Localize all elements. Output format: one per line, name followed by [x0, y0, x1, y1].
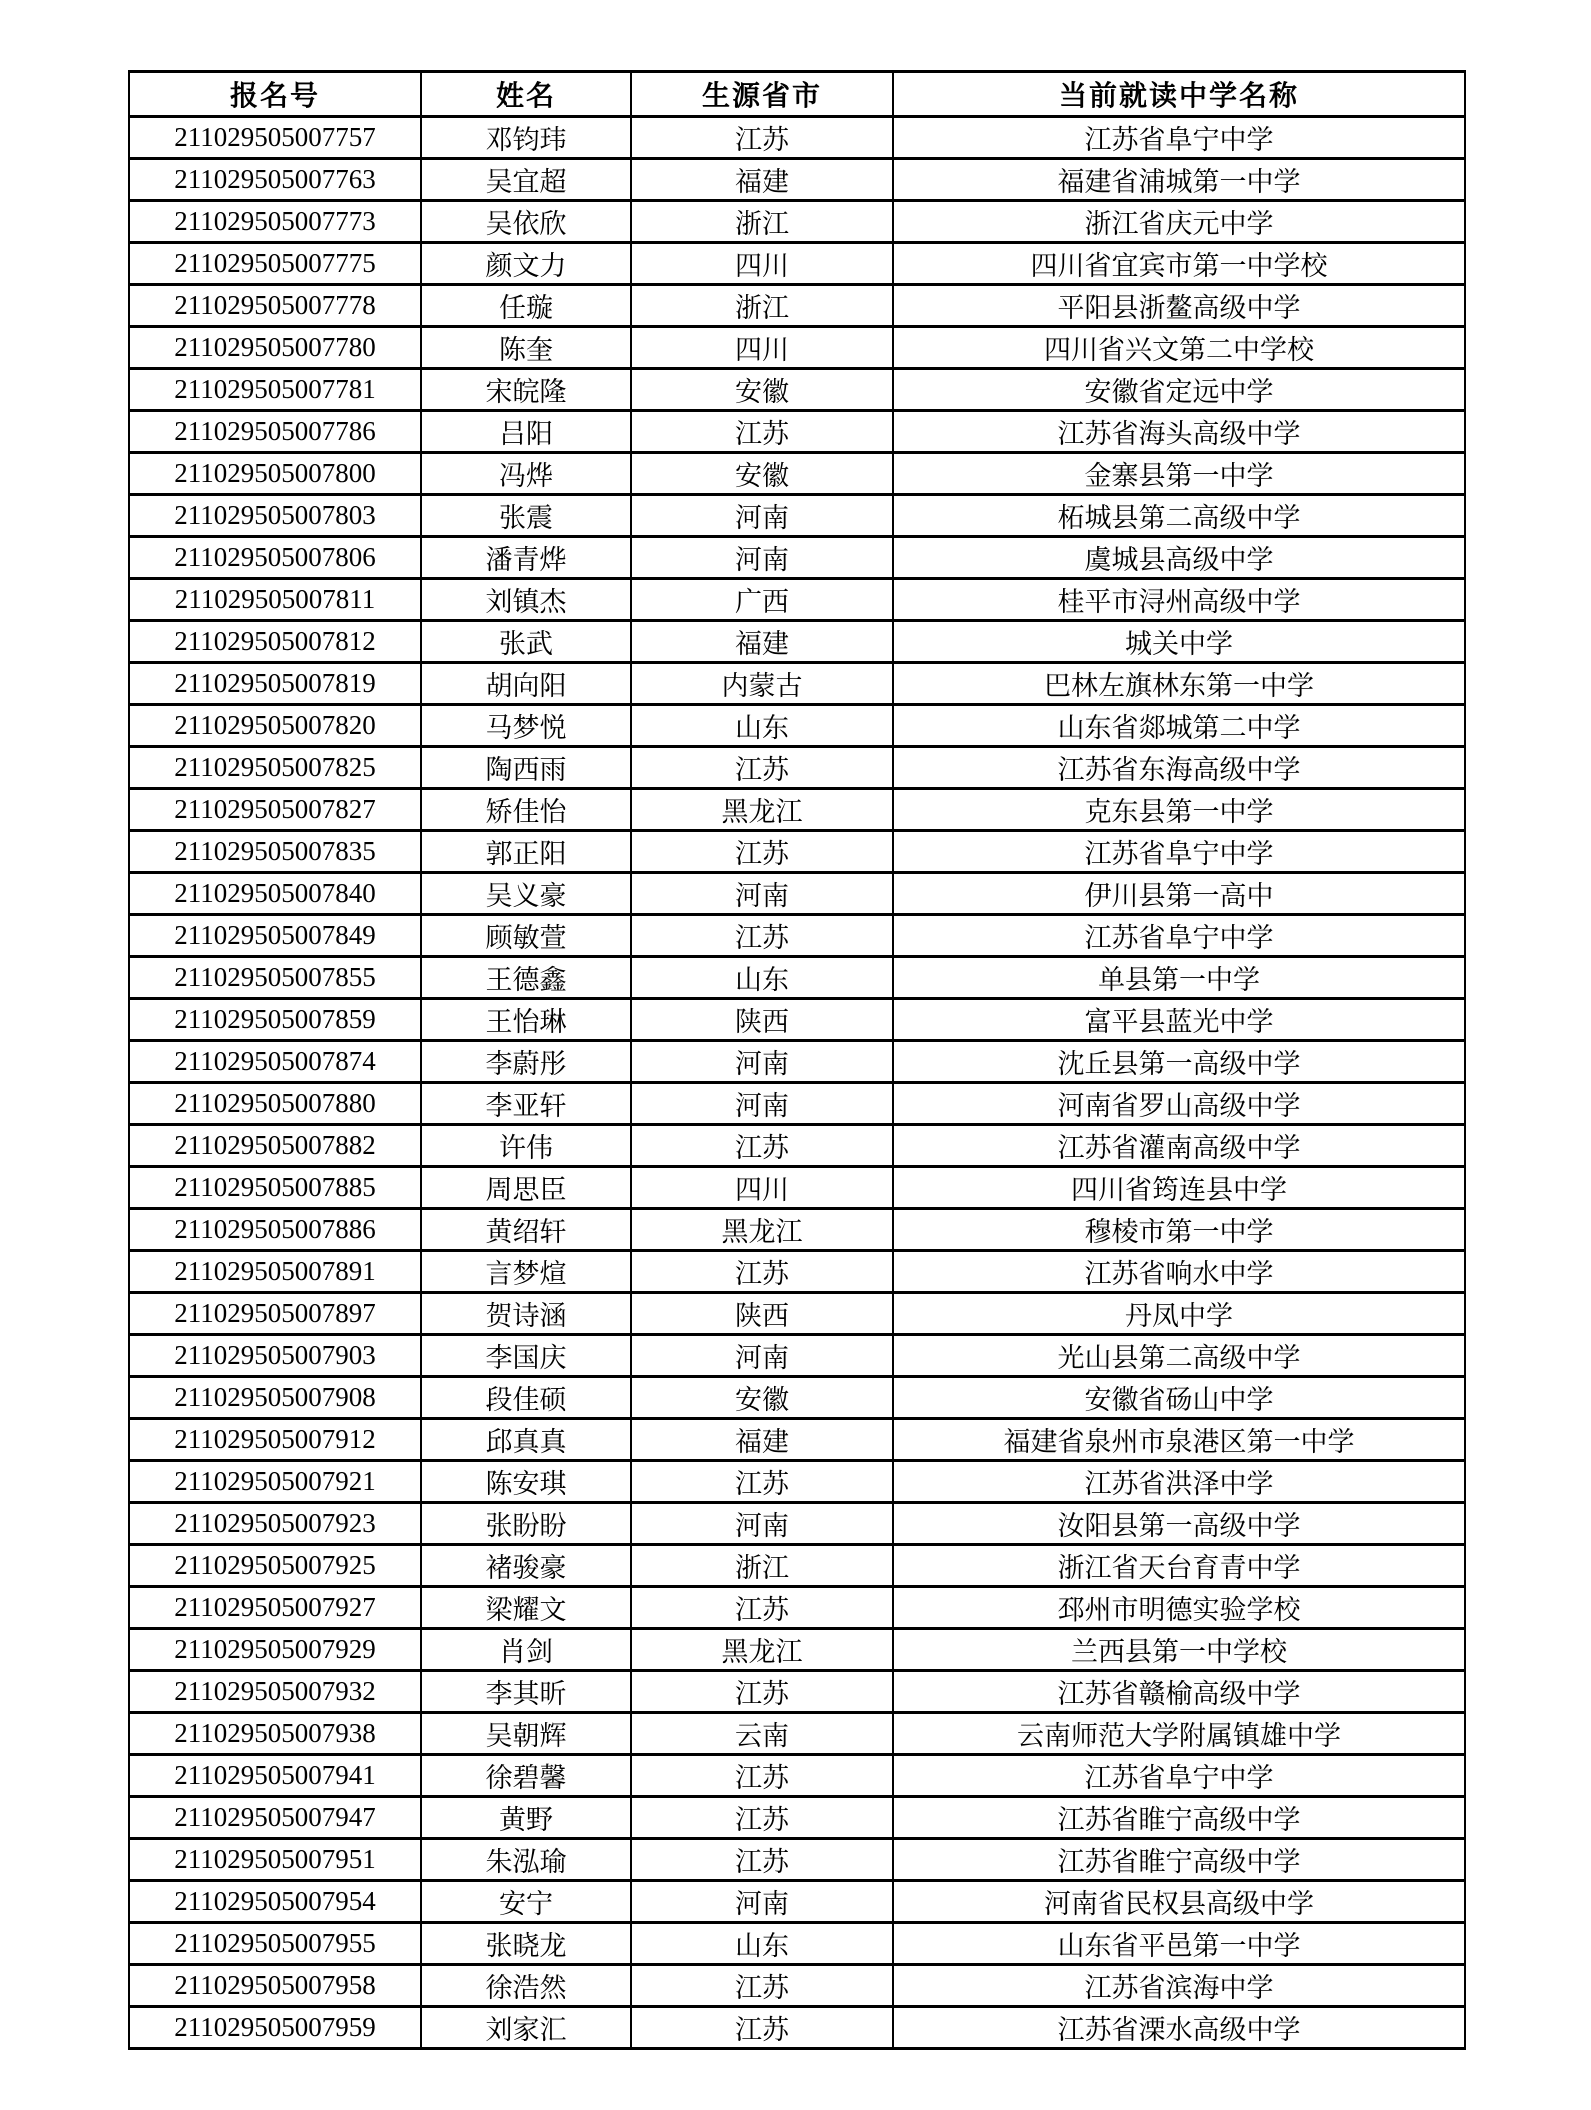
school-cell: 安徽省定远中学 — [893, 369, 1465, 411]
province-cell: 福建 — [631, 159, 893, 201]
table-row — [129, 873, 1465, 915]
registration-number-cell: 211029505007932 — [129, 1671, 421, 1713]
registration-number-cell: 211029505007925 — [129, 1545, 421, 1587]
table-row — [129, 495, 1465, 537]
name-cell: 张武 — [421, 621, 631, 663]
name-cell: 言梦煊 — [421, 1251, 631, 1293]
registration-number-cell: 211029505007929 — [129, 1629, 421, 1671]
province-cell: 浙江 — [631, 285, 893, 327]
school-cell: 山东省平邑第一中学 — [893, 1923, 1465, 1965]
name-cell: 李其昕 — [421, 1671, 631, 1713]
name-cell: 胡向阳 — [421, 663, 631, 705]
province-cell: 河南 — [631, 495, 893, 537]
table-row — [129, 201, 1465, 243]
table-row — [129, 1041, 1465, 1083]
registration-number-cell: 211029505007891 — [129, 1251, 421, 1293]
name-cell: 褚骏豪 — [421, 1545, 631, 1587]
table-row — [129, 1587, 1465, 1629]
table-row — [129, 1503, 1465, 1545]
registration-number-cell: 211029505007803 — [129, 495, 421, 537]
province-cell: 四川 — [631, 1167, 893, 1209]
registration-number-cell: 211029505007886 — [129, 1209, 421, 1251]
school-cell: 安徽省砀山中学 — [893, 1377, 1465, 1419]
province-cell: 安徽 — [631, 369, 893, 411]
registration-number-cell: 211029505007874 — [129, 1041, 421, 1083]
table-row — [129, 1209, 1465, 1251]
school-cell: 江苏省滨海中学 — [893, 1965, 1465, 2007]
table-row — [129, 1713, 1465, 1755]
school-cell: 江苏省阜宁中学 — [893, 831, 1465, 873]
school-cell: 河南省罗山高级中学 — [893, 1083, 1465, 1125]
table-row — [129, 1335, 1465, 1377]
school-cell: 浙江省庆元中学 — [893, 201, 1465, 243]
name-cell: 李亚轩 — [421, 1083, 631, 1125]
school-cell: 浙江省天台育青中学 — [893, 1545, 1465, 1587]
registration-number-cell: 211029505007778 — [129, 285, 421, 327]
province-cell: 江苏 — [631, 1125, 893, 1167]
registration-number-cell: 211029505007912 — [129, 1419, 421, 1461]
province-cell: 江苏 — [631, 1461, 893, 1503]
table-row — [129, 915, 1465, 957]
province-cell: 四川 — [631, 327, 893, 369]
registration-number-cell: 211029505007800 — [129, 453, 421, 495]
school-cell: 江苏省睢宁高级中学 — [893, 1797, 1465, 1839]
province-cell: 福建 — [631, 621, 893, 663]
school-cell: 穆棱市第一中学 — [893, 1209, 1465, 1251]
province-cell: 山东 — [631, 1923, 893, 1965]
school-cell: 江苏省东海高级中学 — [893, 747, 1465, 789]
registration-number-cell: 211029505007958 — [129, 1965, 421, 2007]
name-cell: 吴依欣 — [421, 201, 631, 243]
table-row — [129, 747, 1465, 789]
table-row — [129, 1923, 1465, 1965]
registration-number-cell: 211029505007959 — [129, 2007, 421, 2049]
name-cell: 李国庆 — [421, 1335, 631, 1377]
registration-number-cell: 211029505007835 — [129, 831, 421, 873]
name-cell: 宋皖隆 — [421, 369, 631, 411]
registration-number-cell: 211029505007855 — [129, 957, 421, 999]
name-cell: 郭正阳 — [421, 831, 631, 873]
name-cell: 邓钧玮 — [421, 117, 631, 159]
registration-number-cell: 211029505007775 — [129, 243, 421, 285]
province-cell: 浙江 — [631, 1545, 893, 1587]
name-cell: 徐碧馨 — [421, 1755, 631, 1797]
school-cell: 江苏省响水中学 — [893, 1251, 1465, 1293]
province-cell: 黑龙江 — [631, 789, 893, 831]
name-cell: 贺诗涵 — [421, 1293, 631, 1335]
registration-number-cell: 211029505007938 — [129, 1713, 421, 1755]
registration-number-cell: 211029505007955 — [129, 1923, 421, 1965]
name-cell: 许伟 — [421, 1125, 631, 1167]
name-cell: 张晓龙 — [421, 1923, 631, 1965]
table-row — [129, 1293, 1465, 1335]
table-row — [129, 663, 1465, 705]
name-cell: 朱泓瑜 — [421, 1839, 631, 1881]
table-row — [129, 1167, 1465, 1209]
school-cell: 克东县第一中学 — [893, 789, 1465, 831]
column-header-current-school: 当前就读中学名称 — [893, 72, 1465, 117]
registration-number-cell: 211029505007781 — [129, 369, 421, 411]
province-cell: 江苏 — [631, 117, 893, 159]
table-row — [129, 2007, 1465, 2049]
registration-number-cell: 211029505007811 — [129, 579, 421, 621]
registration-number-cell: 211029505007921 — [129, 1461, 421, 1503]
name-cell: 吴义豪 — [421, 873, 631, 915]
name-cell: 马梦悦 — [421, 705, 631, 747]
name-cell: 吕阳 — [421, 411, 631, 453]
table-row — [129, 1083, 1465, 1125]
table-row — [129, 1629, 1465, 1671]
table-row — [129, 1125, 1465, 1167]
registration-number-cell: 211029505007954 — [129, 1881, 421, 1923]
table-row — [129, 1377, 1465, 1419]
school-cell: 江苏省溧水高级中学 — [893, 2007, 1465, 2049]
table-row — [129, 705, 1465, 747]
table-row — [129, 1797, 1465, 1839]
province-cell: 河南 — [631, 537, 893, 579]
school-cell: 富平县蓝光中学 — [893, 999, 1465, 1041]
registration-number-cell: 211029505007840 — [129, 873, 421, 915]
name-cell: 张盼盼 — [421, 1503, 631, 1545]
school-cell: 柘城县第二高级中学 — [893, 495, 1465, 537]
name-cell: 冯烨 — [421, 453, 631, 495]
province-cell: 安徽 — [631, 1377, 893, 1419]
registration-number-cell: 211029505007763 — [129, 159, 421, 201]
school-cell: 山东省郯城第二中学 — [893, 705, 1465, 747]
name-cell: 邱真真 — [421, 1419, 631, 1461]
table-row — [129, 1881, 1465, 1923]
registration-number-cell: 211029505007849 — [129, 915, 421, 957]
province-cell: 江苏 — [631, 1251, 893, 1293]
province-cell: 江苏 — [631, 1755, 893, 1797]
table-row — [129, 411, 1465, 453]
province-cell: 江苏 — [631, 411, 893, 453]
province-cell: 四川 — [631, 243, 893, 285]
table-row — [129, 1461, 1465, 1503]
name-cell: 颜文力 — [421, 243, 631, 285]
name-cell: 肖剑 — [421, 1629, 631, 1671]
school-cell: 江苏省阜宁中学 — [893, 1755, 1465, 1797]
school-cell: 巴林左旗林东第一中学 — [893, 663, 1465, 705]
name-cell: 陶西雨 — [421, 747, 631, 789]
school-cell: 桂平市浔州高级中学 — [893, 579, 1465, 621]
school-cell: 河南省民权县高级中学 — [893, 1881, 1465, 1923]
school-cell: 江苏省赣榆高级中学 — [893, 1671, 1465, 1713]
school-cell: 江苏省阜宁中学 — [893, 915, 1465, 957]
school-cell: 云南师范大学附属镇雄中学 — [893, 1713, 1465, 1755]
school-cell: 城关中学 — [893, 621, 1465, 663]
name-cell: 安宁 — [421, 1881, 631, 1923]
registration-number-cell: 211029505007819 — [129, 663, 421, 705]
province-cell: 福建 — [631, 1419, 893, 1461]
school-cell: 单县第一中学 — [893, 957, 1465, 999]
registration-number-cell: 211029505007908 — [129, 1377, 421, 1419]
student-roster-table — [128, 70, 1466, 2050]
school-cell: 平阳县浙鳌高级中学 — [893, 285, 1465, 327]
table-row — [129, 327, 1465, 369]
table-row — [129, 1419, 1465, 1461]
name-cell: 刘家汇 — [421, 2007, 631, 2049]
name-cell: 段佳硕 — [421, 1377, 631, 1419]
province-cell: 江苏 — [631, 915, 893, 957]
name-cell: 李蔚彤 — [421, 1041, 631, 1083]
province-cell: 浙江 — [631, 201, 893, 243]
province-cell: 江苏 — [631, 2007, 893, 2049]
school-cell: 丹凤中学 — [893, 1293, 1465, 1335]
name-cell: 矫佳怡 — [421, 789, 631, 831]
table-row — [129, 1755, 1465, 1797]
table-row — [129, 1545, 1465, 1587]
school-cell: 四川省兴文第二中学校 — [893, 327, 1465, 369]
table-row — [129, 159, 1465, 201]
table-row — [129, 1965, 1465, 2007]
name-cell: 黄野 — [421, 1797, 631, 1839]
school-cell: 汝阳县第一高级中学 — [893, 1503, 1465, 1545]
registration-number-cell: 211029505007825 — [129, 747, 421, 789]
column-header-source-province: 生源省市 — [631, 72, 893, 117]
province-cell: 江苏 — [631, 1797, 893, 1839]
name-cell: 黄绍轩 — [421, 1209, 631, 1251]
province-cell: 江苏 — [631, 831, 893, 873]
school-cell: 江苏省睢宁高级中学 — [893, 1839, 1465, 1881]
school-cell: 光山县第二高级中学 — [893, 1335, 1465, 1377]
table-row — [129, 789, 1465, 831]
province-cell: 河南 — [631, 1503, 893, 1545]
school-cell: 福建省浦城第一中学 — [893, 159, 1465, 201]
table-header-row — [129, 72, 1465, 117]
province-cell: 陕西 — [631, 999, 893, 1041]
school-cell: 江苏省阜宁中学 — [893, 117, 1465, 159]
registration-number-cell: 211029505007885 — [129, 1167, 421, 1209]
school-cell: 金寨县第一中学 — [893, 453, 1465, 495]
registration-number-cell: 211029505007941 — [129, 1755, 421, 1797]
registration-number-cell: 211029505007773 — [129, 201, 421, 243]
registration-number-cell: 211029505007827 — [129, 789, 421, 831]
province-cell: 山东 — [631, 957, 893, 999]
table-row — [129, 831, 1465, 873]
province-cell: 黑龙江 — [631, 1629, 893, 1671]
registration-number-cell: 211029505007951 — [129, 1839, 421, 1881]
province-cell: 江苏 — [631, 1965, 893, 2007]
table-body — [129, 117, 1465, 2049]
registration-number-cell: 211029505007927 — [129, 1587, 421, 1629]
province-cell: 内蒙古 — [631, 663, 893, 705]
province-cell: 安徽 — [631, 453, 893, 495]
name-cell: 陈奎 — [421, 327, 631, 369]
table-row — [129, 1251, 1465, 1293]
name-cell: 吴朝辉 — [421, 1713, 631, 1755]
table-row — [129, 957, 1465, 999]
registration-number-cell: 211029505007880 — [129, 1083, 421, 1125]
table-row — [129, 117, 1465, 159]
table-row — [129, 369, 1465, 411]
table-row — [129, 537, 1465, 579]
school-cell: 沈丘县第一高级中学 — [893, 1041, 1465, 1083]
column-header-name: 姓名 — [421, 72, 631, 117]
column-header-registration-number: 报名号 — [129, 72, 421, 117]
province-cell: 江苏 — [631, 1671, 893, 1713]
registration-number-cell: 211029505007812 — [129, 621, 421, 663]
school-cell: 兰西县第一中学校 — [893, 1629, 1465, 1671]
name-cell: 吴宜超 — [421, 159, 631, 201]
table-row — [129, 453, 1465, 495]
table-row — [129, 1839, 1465, 1881]
registration-number-cell: 211029505007897 — [129, 1293, 421, 1335]
school-cell: 虞城县高级中学 — [893, 537, 1465, 579]
registration-number-cell: 211029505007757 — [129, 117, 421, 159]
table-header — [129, 72, 1465, 117]
school-cell: 四川省宜宾市第一中学校 — [893, 243, 1465, 285]
name-cell: 张震 — [421, 495, 631, 537]
school-cell: 福建省泉州市泉港区第一中学 — [893, 1419, 1465, 1461]
registration-number-cell: 211029505007947 — [129, 1797, 421, 1839]
province-cell: 河南 — [631, 1335, 893, 1377]
table-row — [129, 999, 1465, 1041]
school-cell: 江苏省灌南高级中学 — [893, 1125, 1465, 1167]
table-row — [129, 579, 1465, 621]
province-cell: 陕西 — [631, 1293, 893, 1335]
province-cell: 河南 — [631, 1881, 893, 1923]
province-cell: 山东 — [631, 705, 893, 747]
registration-number-cell: 211029505007820 — [129, 705, 421, 747]
registration-number-cell: 211029505007859 — [129, 999, 421, 1041]
school-cell: 江苏省海头高级中学 — [893, 411, 1465, 453]
name-cell: 王怡琳 — [421, 999, 631, 1041]
table-row — [129, 243, 1465, 285]
name-cell: 陈安琪 — [421, 1461, 631, 1503]
province-cell: 河南 — [631, 1041, 893, 1083]
registration-number-cell: 211029505007923 — [129, 1503, 421, 1545]
name-cell: 梁耀文 — [421, 1587, 631, 1629]
school-cell: 四川省筠连县中学 — [893, 1167, 1465, 1209]
province-cell: 云南 — [631, 1713, 893, 1755]
name-cell: 徐浩然 — [421, 1965, 631, 2007]
registration-number-cell: 211029505007806 — [129, 537, 421, 579]
province-cell: 广西 — [631, 579, 893, 621]
province-cell: 河南 — [631, 873, 893, 915]
province-cell: 河南 — [631, 1083, 893, 1125]
registration-number-cell: 211029505007780 — [129, 327, 421, 369]
table-row — [129, 285, 1465, 327]
school-cell: 江苏省洪泽中学 — [893, 1461, 1465, 1503]
province-cell: 江苏 — [631, 747, 893, 789]
name-cell: 刘镇杰 — [421, 579, 631, 621]
school-cell: 邳州市明德实验学校 — [893, 1587, 1465, 1629]
province-cell: 江苏 — [631, 1839, 893, 1881]
province-cell: 黑龙江 — [631, 1209, 893, 1251]
name-cell: 任璇 — [421, 285, 631, 327]
table-row — [129, 621, 1465, 663]
registration-number-cell: 211029505007903 — [129, 1335, 421, 1377]
table-row — [129, 1671, 1465, 1713]
registration-number-cell: 211029505007786 — [129, 411, 421, 453]
school-cell: 伊川县第一高中 — [893, 873, 1465, 915]
province-cell: 江苏 — [631, 1587, 893, 1629]
name-cell: 王德鑫 — [421, 957, 631, 999]
name-cell: 潘青烨 — [421, 537, 631, 579]
name-cell: 顾敏萱 — [421, 915, 631, 957]
name-cell: 周思臣 — [421, 1167, 631, 1209]
registration-number-cell: 211029505007882 — [129, 1125, 421, 1167]
